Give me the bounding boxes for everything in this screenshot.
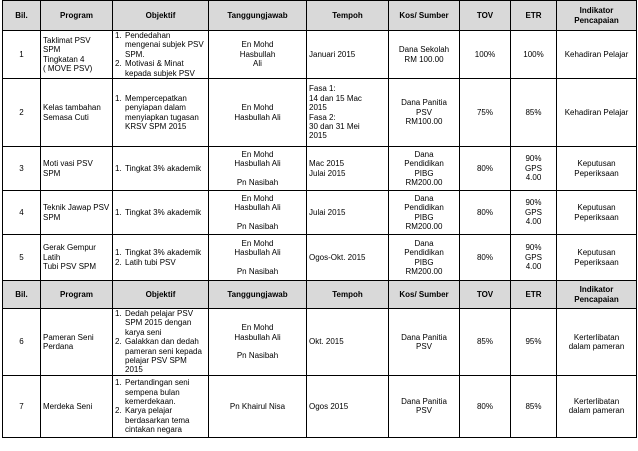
cell-objektif [113, 191, 209, 235]
cell-etr: 90% GPS 4.00 [511, 235, 557, 281]
objektif-item [115, 31, 206, 59]
cell-tempoh: Okt. 2015 [307, 309, 389, 376]
objektif-number: 2. [115, 59, 122, 69]
cell-program: Pameran Seni Perdana [41, 309, 113, 376]
objektif-number: 1. [115, 163, 122, 173]
header-program: Program [41, 281, 113, 309]
cell-indikator: Keputusan Peperiksaan [557, 235, 637, 281]
objektif-item [115, 309, 206, 337]
objektif-number: 1. [115, 248, 122, 258]
cell-objektif [113, 31, 209, 79]
cell-tempoh: Julai 2015 [307, 191, 389, 235]
cell-tov: 100% [460, 31, 511, 79]
objektif-list [115, 94, 206, 132]
header-tempoh: Tempoh [307, 1, 389, 31]
cell-kos: Dana Pendidikan PIBG RM200.00 [389, 147, 460, 191]
table-row [3, 147, 637, 191]
objektif-text: Karya pelajar berdasarkan tema cintakan negara [125, 406, 190, 435]
cell-etr: 85% [511, 375, 557, 437]
cell-indikator: Keputusan Peperiksaan [557, 147, 637, 191]
table-row [3, 309, 637, 376]
cell-etr: 85% [511, 79, 557, 147]
cell-tanggungjawab: En Mohd Hasbullah Ali [209, 79, 307, 147]
cell-indikator: Kerterlibatan dalam pameran [557, 375, 637, 437]
table-row [3, 31, 637, 79]
header-indikator: Indikator Pencapaian [557, 1, 637, 31]
objektif-number: 1. [115, 207, 122, 217]
header-kos: Kos/ Sumber [389, 1, 460, 31]
objektif-text: Tingkat 3% akademik [125, 163, 202, 173]
cell-tanggungjawab: En Mohd Hasbullah Ali Pn Nasibah [209, 191, 307, 235]
objektif-text: Latih tubi PSV [125, 257, 176, 267]
cell-tempoh: Ogos 2015 [307, 375, 389, 437]
objektif-item [115, 59, 206, 78]
header-kos: Kos/ Sumber [389, 281, 460, 309]
cell-bil: 5 [3, 235, 41, 281]
cell-kos: Dana Panitia PSV [389, 375, 460, 437]
cell-objektif [113, 309, 209, 376]
cell-tempoh: Januari 2015 [307, 31, 389, 79]
header-etr: ETR [511, 1, 557, 31]
cell-kos: Dana Panitia PSV RM100.00 [389, 79, 460, 147]
objektif-number: 1. [115, 378, 122, 388]
header-tov: TOV [460, 1, 511, 31]
cell-indikator: Kehadiran Pelajar [557, 31, 637, 79]
objektif-text: Pertandingan seni sempena bulan kemerdekaan. [125, 378, 190, 406]
cell-kos: Dana Sekolah RM 100.00 [389, 31, 460, 79]
cell-tov: 75% [460, 79, 511, 147]
header-row-repeat [3, 281, 637, 309]
cell-bil: 6 [3, 309, 41, 376]
cell-kos: Dana Pendidikan PIBG RM200.00 [389, 235, 460, 281]
cell-tanggungjawab: En Mohd Hasbullah Ali Pn Nasibah [209, 309, 307, 376]
cell-program: Kelas tambahan Semasa Cuti [41, 79, 113, 147]
program-table [2, 0, 637, 438]
objektif-text: Dedah pelajar PSV SPM 2015 dengan karya seni [125, 309, 194, 337]
table-row [3, 235, 637, 281]
cell-indikator: Keputusan Peperiksaan [557, 191, 637, 235]
objektif-text: Galakkan dan dedah pameran seni kepada pelajar PSV SPM 2015 [125, 337, 202, 375]
objektif-text: Mempercepatkan penyiapan dalam menyiapkan tugasan KRSV SPM 2015 [125, 93, 199, 131]
header-etr: ETR [511, 281, 557, 309]
objektif-text: Tingkat 3% akademik [125, 207, 202, 217]
table-row [3, 191, 637, 235]
cell-bil: 4 [3, 191, 41, 235]
header-row [3, 1, 637, 31]
cell-program: Teknik Jawap PSV SPM [41, 191, 113, 235]
objektif-list [115, 208, 206, 217]
objektif-item [115, 248, 206, 257]
objektif-text: Pendedahan mengenai subjek PSV SPM. [125, 31, 204, 59]
header-tanggungjawab: Tanggungjawab [209, 281, 307, 309]
cell-tov: 80% [460, 191, 511, 235]
header-bil: Bil. [3, 281, 41, 309]
objektif-number: 1. [115, 309, 122, 319]
objektif-number: 2. [115, 406, 122, 416]
cell-objektif [113, 235, 209, 281]
cell-objektif [113, 147, 209, 191]
cell-tempoh: Mac 2015 Julai 2015 [307, 147, 389, 191]
cell-tov: 80% [460, 375, 511, 437]
cell-bil: 2 [3, 79, 41, 147]
cell-tanggungjawab: En Mohd Hasbullah Ali [209, 31, 307, 79]
objektif-list [115, 309, 206, 375]
cell-etr: 100% [511, 31, 557, 79]
objektif-item [115, 406, 206, 434]
table-row [3, 375, 637, 437]
objektif-item [115, 337, 206, 375]
objektif-list [115, 31, 206, 78]
cell-objektif [113, 375, 209, 437]
objektif-item [115, 378, 206, 406]
cell-kos: Dana Panitia PSV [389, 309, 460, 376]
objektif-text: Tingkat 3% akademik [125, 248, 202, 258]
objektif-list [115, 164, 206, 173]
objektif-number: 1. [115, 31, 122, 40]
cell-tov: 80% [460, 235, 511, 281]
cell-objektif [113, 79, 209, 147]
cell-indikator: Kehadiran Pelajar [557, 79, 637, 147]
cell-etr: 90% GPS 4.00 [511, 147, 557, 191]
header-tanggungjawab: Tanggungjawab [209, 1, 307, 31]
cell-program: Taklimat PSV SPM Tingkatan 4 ( MOVE PSV) [41, 31, 113, 79]
objektif-text: Motivasi & Minat kepada subjek PSV [125, 59, 195, 78]
objektif-item [115, 94, 206, 132]
header-objektif: Objektif [113, 1, 209, 31]
cell-kos: Dana Pendidikan PIBG RM200.00 [389, 191, 460, 235]
table-row [3, 79, 637, 147]
cell-bil: 3 [3, 147, 41, 191]
objektif-number: 2. [115, 337, 122, 347]
cell-bil: 1 [3, 31, 41, 79]
cell-etr: 90% GPS 4.00 [511, 191, 557, 235]
header-objektif: Objektif [113, 281, 209, 309]
cell-tempoh: Fasa 1: 14 dan 15 Mac 2015 Fasa 2: 30 dan 31 Mei 2015 [307, 79, 389, 147]
header-program: Program [41, 1, 113, 31]
objektif-item [115, 258, 206, 267]
cell-tov: 85% [460, 309, 511, 376]
cell-indikator: Kerterlibatan dalam pameran [557, 309, 637, 376]
cell-program: Moti vasi PSV SPM [41, 147, 113, 191]
objektif-item [115, 208, 206, 217]
cell-tempoh: Ogos-Okt. 2015 [307, 235, 389, 281]
objektif-number: 1. [115, 93, 122, 103]
header-tempoh: Tempoh [307, 281, 389, 309]
cell-tanggungjawab: Pn Khairul Nisa [209, 375, 307, 437]
cell-tanggungjawab: En Mohd Hasbullah Ali Pn Nasibah [209, 235, 307, 281]
objektif-list [115, 248, 206, 267]
header-tov: TOV [460, 281, 511, 309]
header-bil: Bil. [3, 1, 41, 31]
cell-tanggungjawab: En Mohd Hasbullah Ali Pn Nasibah [209, 147, 307, 191]
cell-tov: 80% [460, 147, 511, 191]
cell-bil: 7 [3, 375, 41, 437]
objektif-item [115, 164, 206, 173]
cell-program: Gerak Gempur Latih Tubi PSV SPM [41, 235, 113, 281]
objektif-number: 2. [115, 257, 122, 267]
objektif-list [115, 378, 206, 434]
cell-program: Merdeka Seni [41, 375, 113, 437]
header-indikator: Indikator Pencapaian [557, 281, 637, 309]
cell-etr: 95% [511, 309, 557, 376]
